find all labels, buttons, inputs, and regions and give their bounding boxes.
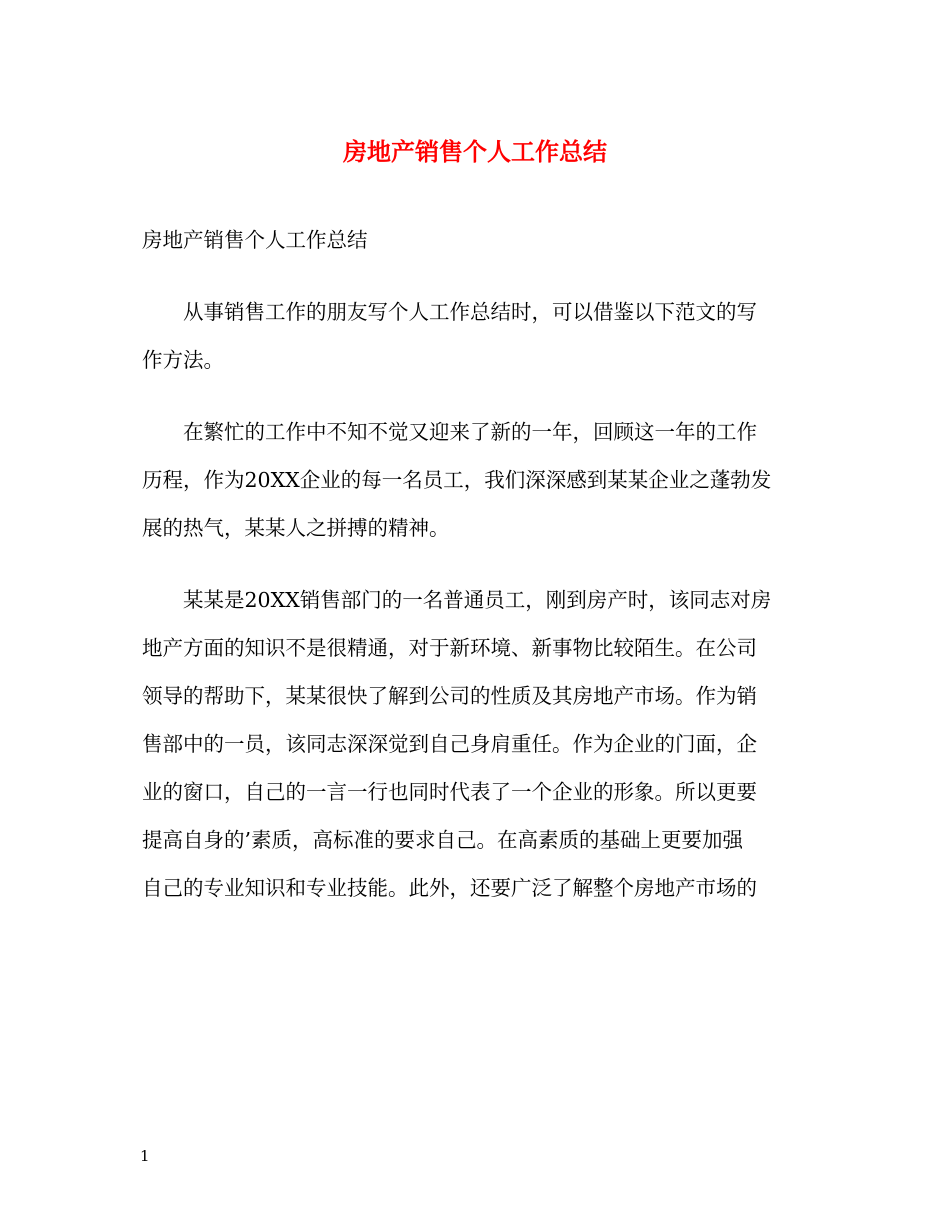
paragraph-line: 从事销售工作的朋友写个人工作总结时，可以借鉴以下范文的写 <box>183 300 757 324</box>
paragraph-3 <box>142 576 808 912</box>
paragraph-line: 领导的帮助下，某某很快了解到公司的性质及其房地产市场。作为销 <box>142 684 757 708</box>
paragraph-line: 自己的专业知识和专业技能。此外，还要广泛了解整个房地产市场的 <box>142 876 757 900</box>
paragraph-2 <box>142 408 808 552</box>
document-title: 房地产销售个人工作总结 <box>343 137 607 166</box>
paragraph-1 <box>142 288 808 384</box>
paragraph-line: 展的热气，某某人之拼搏的精神。 <box>142 516 450 540</box>
paragraph-line: 作方法。 <box>142 348 224 372</box>
document-subtitle: 房地产销售个人工作总结 <box>142 228 368 252</box>
document-body <box>142 216 808 912</box>
paragraph-line: 提高自身的’素质，高标准的要求自己。在高素质的基础上更要加强 <box>142 828 744 852</box>
paragraph-line: 地产方面的知识不是很精通，对于新环境、新事物比较陌生。在公司 <box>142 636 757 660</box>
page-number: 1 <box>140 1147 150 1165</box>
paragraph-line: 历程，作为20XX企业的每一名员工，我们深深感到某某企业之蓬勃发 <box>142 468 772 492</box>
paragraph-line: 某某是20XX销售部门的一名普通员工，刚到房产时，该同志对房 <box>183 588 772 612</box>
paragraph-line: 业的窗口，自己的一言一行也同时代表了一个企业的形象。所以更要 <box>142 780 757 804</box>
paragraph-line: 售部中的一员，该同志深深觉到自己身肩重任。作为企业的门面，企 <box>142 732 757 756</box>
paragraph-line: 在繁忙的工作中不知不觉又迎来了新的一年，回顾这一年的工作 <box>183 420 757 444</box>
